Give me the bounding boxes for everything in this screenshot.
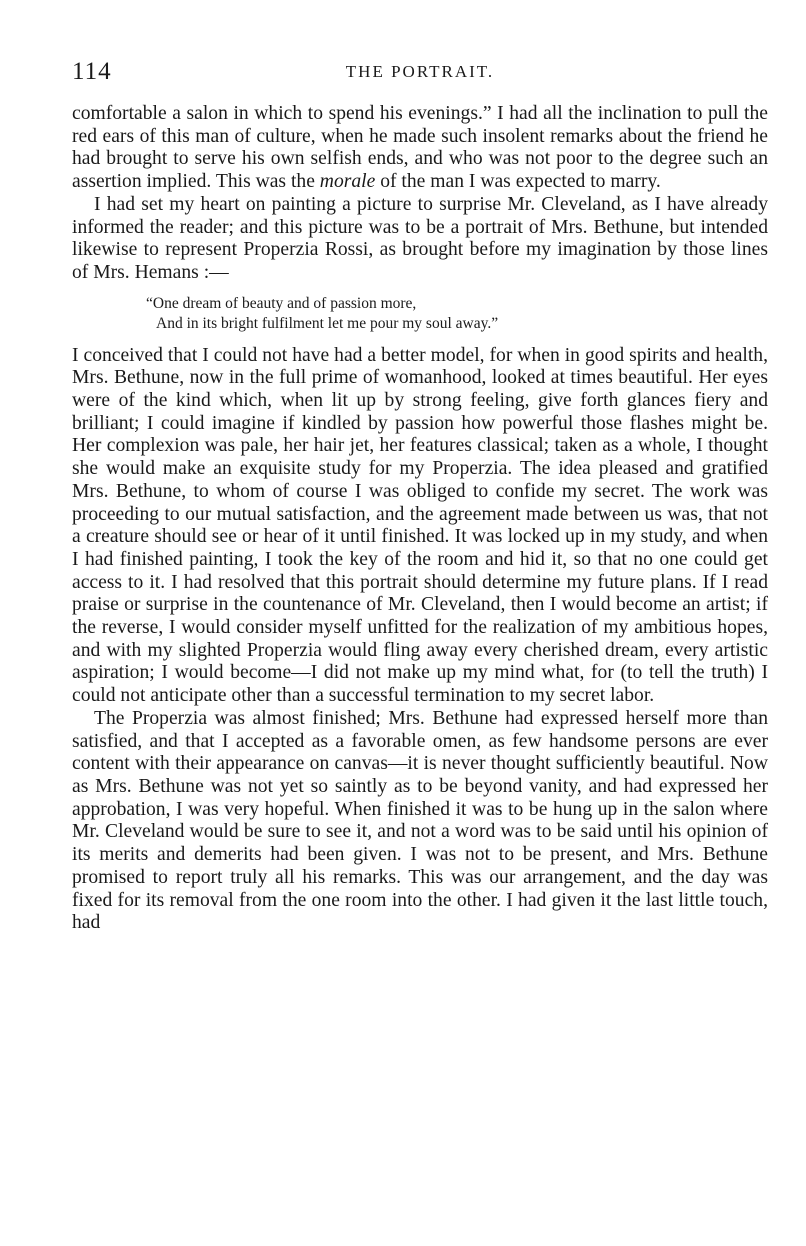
paragraph-3: I conceived that I could not have had a better model, for when in good spirits and health, Mrs. Bethune, now in the full prime of womanhood, looked at times beautiful. Her eyes were of the kind which, when lit up by strong feeling, give forth glances fiery and brilliant; I could imagine if kindled by passion how powerful those flashes might be. Her complexion was pale, her hair jet, her features classical; taken as a whole, I thought she would make an exquisite study for my Properzia. The idea pleased and gratified Mrs. Bethune, to whom of course I was obliged to confide my secret. The work was proceeding to our mutual satisfaction, and the agreement made between us was, that not a creature should see or hear of it until finished. It was locked up in my study, and when I had finished painting, I took the key of the room and hid it, so that no one could get access to it. I had resolved that this portrait should determine my future plans. If I read praise or surprise in the countenance of Mr. Cleveland, then I would become an artist; if the reverse, I would consider myself unfitted for the realization of my ambitious hopes, and with my slighted Properzia would fling away every cherished dream, every artistic aspiration; I would become—I did not make up my mind what, for (to tell the truth) I could not anticipate other than a successful termination to my secret labor. — [72, 344, 768, 707]
page-number: 114 — [72, 58, 112, 85]
paragraph-4: The Properzia was almost finished; Mrs. Bethune had expressed herself more than satisfied, and that I accepted as a favorable omen, as few handsome persons are ever content with their appearance on canvas—it is never thought sufficiently beautiful. Now as Mrs. Bethune was not yet so saintly as to be beyond vanity, and had expressed her approbation, I was very hopeful. When finished it was to be hung up in the salon where Mr. Cleveland would be sure to see it, and not a word was to be said until his opinion of its merits and demerits had been given. I was not to be present, and Mrs. Bethune promised to report truly all his remarks. This was our arrangement, and the day was fixed for its removal from the one room into the other. I had given it the last little touch, had — [72, 707, 768, 934]
paragraph-1-end: of the man I was expected to marry. — [375, 171, 661, 193]
paragraph-1-text: comfortable a salon in which to spend his evenings.” I had all the inclination to pull the red ears of this man of culture, when he made such insolent remarks about the friend he had brought to serve his own selfish ends, and who was not poor to the degree such an assertion implied. This was the — [72, 103, 768, 193]
page-body — [72, 103, 768, 935]
paragraph-1 — [72, 103, 768, 194]
italic-morale: morale — [319, 171, 376, 193]
verse-line-1: “One dream of beauty and of passion more, — [146, 294, 417, 312]
running-title: THE PORTRAIT. — [345, 62, 495, 81]
paragraph-2: I had set my heart on painting a picture to surprise Mr. Cleveland, as I have already informed the reader; and this picture was to be a portrait of Mrs. Bethune, but intended likewise to represent Properzia Rossi, as brought before my imagination by those lines of Mrs. Hemans :— — [72, 193, 768, 283]
page-header — [72, 58, 768, 88]
verse-line-2: And in its bright fulfilment let me pour my soul away.” — [156, 314, 499, 332]
verse-quote — [146, 294, 768, 334]
